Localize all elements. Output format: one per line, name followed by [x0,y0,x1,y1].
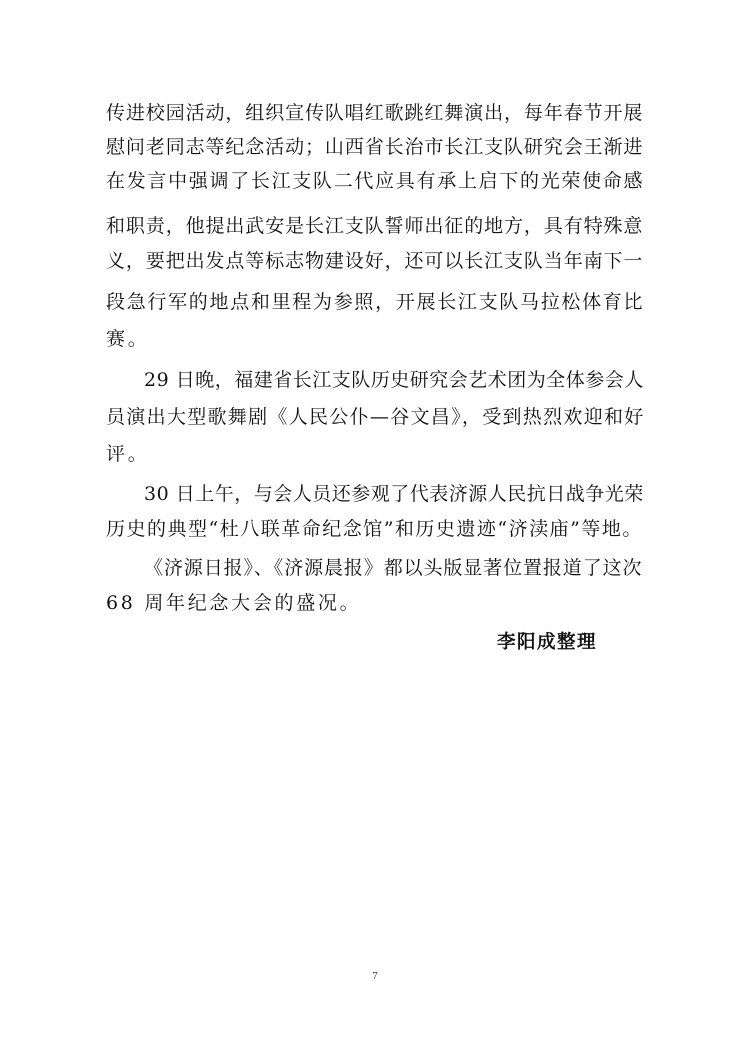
paragraph-3-line-2: 历史的典型“杜八联革命纪念馆”和历史遗迹“济渎庙”等地。 [106,518,643,540]
paragraph-line-7: 赛。 [106,328,150,350]
paragraph-line-2: 慰问老同志等纪念活动；山西省长治市长江支队研究会王渐进 [106,136,644,158]
paragraph-3-line-1: 30 日上午，与会人员还参观了代表济源人民抗日战争光荣 [144,483,644,505]
paragraph-4-line-2: 68 周年纪念大会的盛况。 [106,592,362,614]
paragraph-line-4: 和职责，他提出武安是长江支队誓师出征的地方，具有特殊意 [106,215,644,237]
paragraph-4-line-1: 《济源日报》、《济源晨报》都以头版显著位置报道了这次 [144,557,643,579]
paragraph-2-line-1: 29 日晚，福建省长江支队历史研究会艺术团为全体参会人 [144,369,644,391]
paragraph-line-3: 在发言中强调了长江支队二代应具有承上启下的光荣使命感 [106,170,645,192]
author-signature: 李阳成整理 [497,632,598,653]
paragraph-line-5: 义，要把出发点等标志物建设好，还可以长江支队当年南下一 [106,250,644,272]
paragraph-line-1: 传进校园活动，组织宣传队唱红歌跳红舞演出，每年春节开展 [106,102,644,124]
paragraph-2-line-3: 评。 [106,443,150,465]
paragraph-2-line-2: 员演出大型歌舞剧《人民公仆—谷文昌》，受到热烈欢迎和好 [106,406,645,428]
paragraph-line-6: 段急行军的地点和里程为参照，开展长江支队马拉松体育比 [106,291,645,313]
page-number: 7 [372,970,378,982]
